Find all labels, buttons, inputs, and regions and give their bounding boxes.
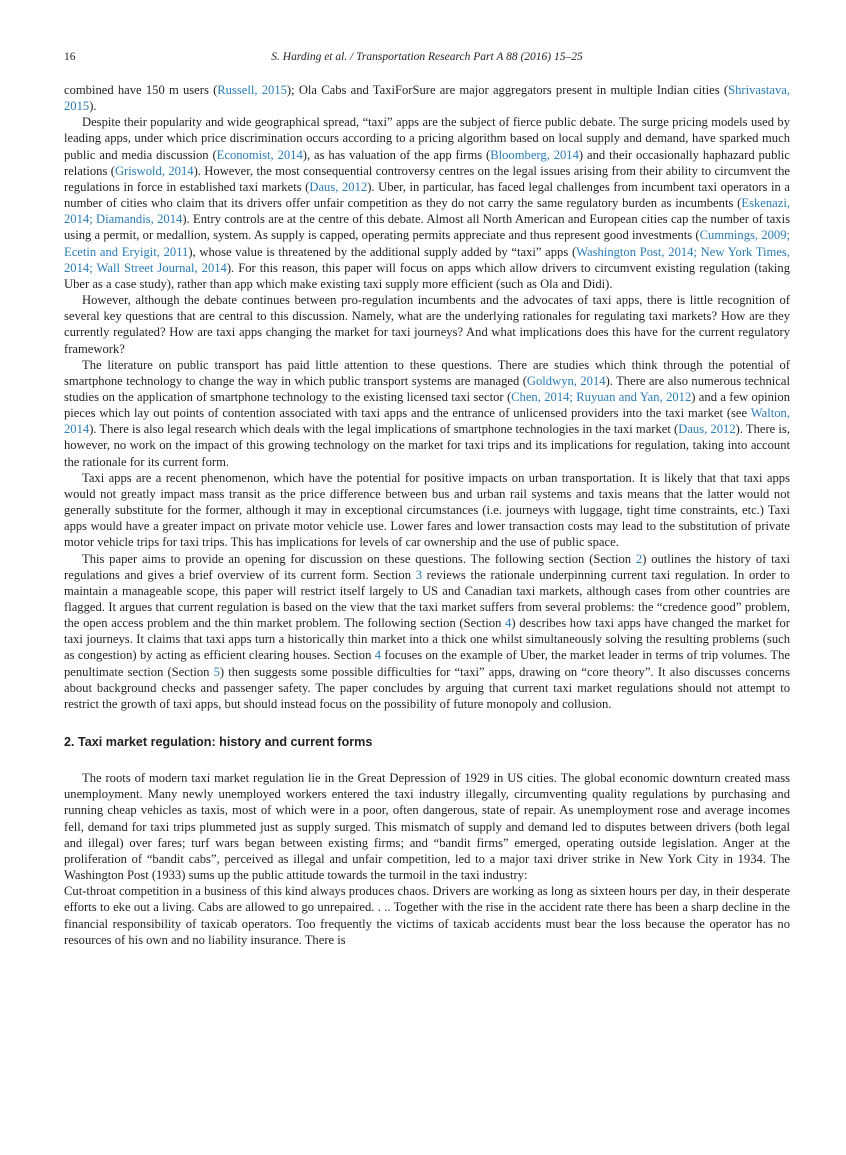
citation-link[interactable]: 5: [213, 664, 220, 679]
paragraph-text: This paper aims to provide an opening for discussion on these questions. The following section (Section: [82, 551, 636, 566]
page-number: 16: [64, 51, 76, 63]
paragraph-text: The literature on public transport has paid little attention to these questions. There are studies which think through the potential of smartphone technology to change the way in which public transport systems are managed (: [64, 357, 790, 388]
section-heading: 2. Taxi market regulation: history and current forms: [64, 735, 373, 750]
paragraph-text: ). Entry controls are at the centre of this debate. Almost all North American and European cities cap the number of taxis using a permit, or medallion, system. As supply is capped, operating permits appreciate and thus represent good investments (: [64, 212, 790, 243]
paragraph-text: ) and a few opinion pieces which lay out points of contention associated with taxi apps and the entrance of unlicensed providers into the taxi market (see: [64, 389, 790, 421]
paragraph: [64, 470, 790, 551]
article-body: [64, 82, 790, 948]
paragraph-text: However, although the debate continues between pro-regulation incumbents and the advocates of taxi apps, there is little recognition of several key questions that are central to this discussion. Namely, what are the underlying rationales for regulating taxi markets? How are they currently regulated? How are taxi apps changing the market for taxi journeys? And what implications does this have for the current regulatory framework?: [64, 293, 790, 356]
citation-link[interactable]: Daus, 2012: [309, 179, 368, 194]
paragraph: [64, 114, 790, 292]
citation-link[interactable]: Cummings, 2009; Ecetin and Eryigit, 2011: [64, 228, 791, 259]
citation-link[interactable]: Eskenazi, 2014; Diamandis, 2014: [64, 196, 790, 227]
citation-link[interactable]: 3: [415, 567, 422, 582]
paragraph-text: ), whose value is threatened by the additional supply added by “taxi” apps (: [188, 244, 577, 259]
block-quote: Cut-throat competition in a business of this kind always produces chaos. Drivers are working as long as sixteen hours per day, in their desperate efforts to eke out a living. Cabs are allowed to go unrepaired. . .. Together with the rise in the accident rate there has been a sharp decline in the financial responsibility of taxicab operators. Too frequently the victims of taxicab accidents must bear the loss because the operator has no resources of his own and no liability insurance. There is: [64, 884, 790, 947]
paragraph-text: focuses on the example of Uber, the market leader in terms of trip volumes. The penultimate section (Section: [64, 648, 791, 679]
paragraph-text: Despite their popularity and wide geographical spread, “taxi” apps are the subject of fierce public debate. The surge pricing models used by leading apps, under which price discrimination occurs according to a pricing algorithm based on local supply and demand, have sparked much public and media discussion (: [64, 115, 790, 162]
paragraph-text: ).: [89, 99, 97, 114]
paragraph-text: ). For this reason, this paper will focus on apps which allow drivers to circumvent existing regulation (taking Uber as a case study), rather than app which make existing taxi supply more efficient (such as Ola and Didi).: [64, 260, 790, 291]
paragraph: [64, 551, 790, 713]
citation-link[interactable]: 4: [505, 616, 512, 631]
paragraph-text: ). Uber, in particular, has faced legal challenges from incumbent taxi operators in a number of cities who claim that its drivers offer unfair competition as they do not carry the same regulatory burden as incumbents (: [64, 179, 791, 211]
paragraph: [64, 292, 790, 357]
citation-link[interactable]: 2: [635, 551, 643, 566]
paragraph: [64, 357, 790, 470]
running-header: [64, 51, 790, 67]
intro-section: [64, 82, 790, 712]
citation-link[interactable]: Griswold, 2014: [114, 163, 194, 178]
paragraph-text: ) then suggests some possible difficulties for “taxi” apps, drawing on “core theory”. It also discusses concerns about background checks and passenger safety. The paper concludes by arguing that current taxi market regulations should not attempt to restrict the growth of taxi apps, but should instead focus on the possibility of future monopoly and collusion.: [64, 664, 790, 711]
section-2-body: [64, 770, 790, 883]
citation-link[interactable]: Washington Post, 2014; New York Times, 2014; Wall Street Journal, 2014: [64, 244, 790, 275]
paragraph: [64, 82, 790, 114]
paragraph-text: ). There are also numerous technical studies on the application of smartphone technology to the existing licensed taxi sector (: [64, 373, 790, 404]
paragraph-text: ), as has valuation of the app firms (: [302, 147, 491, 162]
paragraph-text: ). However, the most consequential controversy centres on the legal issues arising from their ability to circumvent the regulations in force in established taxi markets (: [64, 163, 790, 194]
paragraph-text: ). There is, however, no work on the impact of this growing technology on the market for taxi trips and its implications for regulation, taking into account the rationale for its current form.: [64, 422, 790, 469]
citation-link[interactable]: Goldwyn, 2014: [526, 373, 606, 388]
paragraph-text: ) outlines the history of taxi regulations and gives a brief overview of its current form. Section: [64, 551, 790, 582]
paragraph-text: The roots of modern taxi market regulation lie in the Great Depression of 1929 in US cities. The global economic downturn created mass unemployment. Many newly unemployed workers entered the taxi industry illegally, circumventing quality regulations by purchasing and running cheap vehicles as taxis, most of which were in a poor, often dangerous, state of repair. As unemployment rose and average incomes fell, demand for taxi trips plummeted just as supply surged. This mismatch of supply and demand led to disputes between drivers (both legal and illegal) over fares; turf wars began between existing firms; and “bandit firms” emerged, operating outside legislation. Anger at the proliferation of “bandit cabs”, perceived as illegal and unfair competition, led to a major taxi driver strike in New York City in 1934. The Washington Post (1933) sums up the public attitude towards the turmoil in the taxi industry:: [64, 771, 790, 883]
paragraph-text: ) and their occasionally haphazard public relations (: [64, 147, 790, 178]
running-title: S. Harding et al. / Transportation Research Part A 88 (2016) 15–25: [271, 51, 583, 63]
citation-link[interactable]: Daus, 2012: [678, 422, 736, 437]
paragraph: [64, 770, 790, 883]
paragraph-text: ). There is also legal research which deals with the legal implications of smartphone technologies in the taxi market (: [89, 422, 679, 437]
paragraph-text: ); Ola Cabs and TaxiForSure are major aggregators present in multiple Indian cities (: [286, 83, 729, 97]
citation-link[interactable]: 4: [374, 648, 382, 663]
citation-link[interactable]: Shrivastava, 2015: [64, 83, 790, 114]
paragraph-text: combined have 150 m users (: [64, 83, 218, 97]
citation-link[interactable]: Russell, 2015: [217, 83, 287, 97]
citation-link[interactable]: Walton, 2014: [64, 406, 790, 437]
citation-link[interactable]: Economist, 2014: [216, 147, 303, 162]
citation-link[interactable]: Bloomberg, 2014: [490, 147, 579, 162]
paragraph-text: Taxi apps are a recent phenomenon, which have the potential for positive impacts on urban transportation. It is likely that that taxi apps would not greatly impact mass transit as the price difference between bus and urban rail systems and taxis means that the latter would not generally substitute for the former, although it may in exceptional circumstances (i.e. journeys with luggage, tight time constraints, etc.) Taxi apps would have a greater impact on private motor vehicle use. Lower fares and lower transaction costs may lead to the substitution of private motor vehicle trips for taxi trips. This has implications for levels of car ownership and the use of public space.: [64, 470, 790, 550]
paragraph-text: reviews the rationale underpinning current taxi regulation. In order to maintain a manageable scope, this paper will restrict itself largely to US and Canadian taxi markets, although cases from other countries are flagged. It argues that current regulation is based on the view that the taxi market suffers from several problems: the “credence good” problem, the open access problem and the thin market problem. The following section (Section: [64, 567, 790, 631]
citation-link[interactable]: Chen, 2014; Ruyuan and Yan, 2012: [511, 389, 692, 404]
paragraph-text: ) describes how taxi apps have changed the market for taxi journeys. It claims that taxi apps turn a historically thin market into a thick one whilst simultaneously solving the resulting problems (such as congestion) by acting as efficient clearing houses. Section: [64, 616, 790, 663]
